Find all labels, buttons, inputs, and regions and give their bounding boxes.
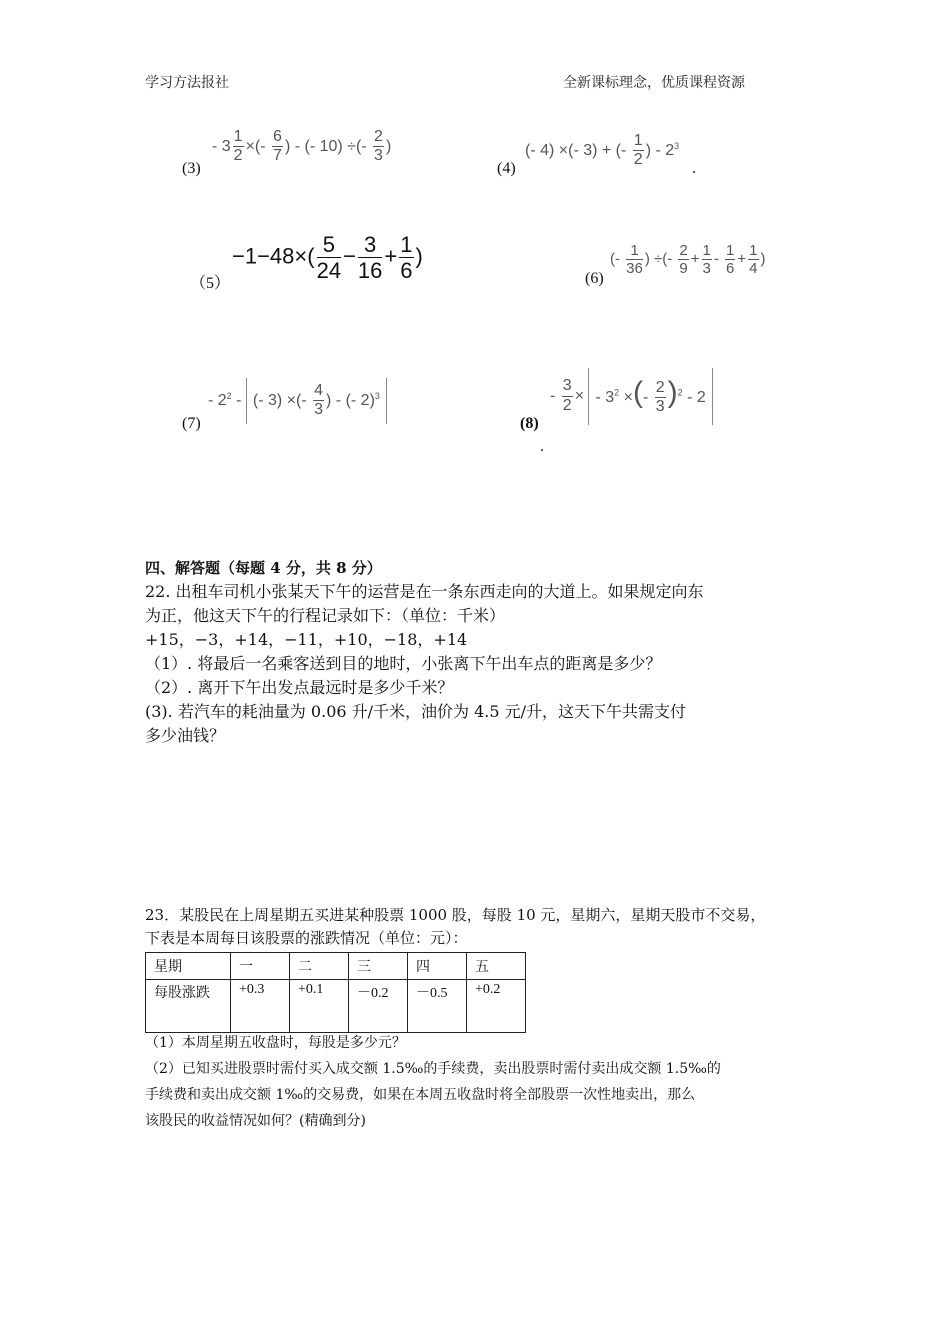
- table-header-cell: 二: [290, 953, 349, 980]
- table-header-row: [146, 953, 526, 980]
- table-row: [146, 980, 526, 1033]
- problem-7-expression: - $2^2$ - (- 3) ×(- $\frac{4}{3}$ ) - (- 2)$^3$: [208, 378, 387, 424]
- stock-table: [145, 952, 526, 1033]
- problem-8-expression: - $\frac{3}{2}$ × - $3^2$ ×(- $\frac{2}{3}$ )$^2$ - 2: [550, 368, 713, 425]
- table-header-cell: 星期: [146, 953, 231, 980]
- table-cell: －0.2: [349, 980, 408, 1033]
- q23-line2: 下表是本周每日该股票的涨跌情况（单位：元）：: [145, 929, 468, 947]
- section-title: 四、解答题（每题 4 分，共 8 分）: [145, 559, 382, 577]
- problem-7-label: (7): [182, 415, 201, 432]
- table-header-cell: 四: [408, 953, 467, 980]
- question-23-subs: [145, 1030, 825, 1134]
- question-22: [145, 580, 825, 748]
- table-cell: －0.5: [408, 980, 467, 1033]
- problem-4-expression: (- 4) ×(- 3) + (- $\frac{1}{2}$ ) - $2^3$: [525, 132, 680, 169]
- q23-sub1: （1）本周星期五收盘时，每股是多少元？: [145, 1035, 406, 1051]
- q22-sub1: （1）. 将最后一名乘客送到目的地时，小张离下午出车点的距离是多少？: [145, 654, 662, 673]
- problem-5-label: （5）: [190, 275, 231, 292]
- table-cell: +0.2: [467, 980, 526, 1033]
- q22-sub3b: 多少油钱？: [145, 726, 226, 745]
- problem-3-expression: - 3 $\frac{1}{2}$ ×(- $\frac{6}{7}$ ) - (- 10) ÷(- $\frac{2}{3}$ ): [212, 128, 392, 165]
- problem-6-label: (6): [585, 270, 604, 287]
- table-header-cell: 一: [231, 953, 290, 980]
- problem-8-dot: .: [540, 438, 544, 455]
- header-left: 学习方法报社: [145, 75, 229, 91]
- table-header-cell: 五: [467, 953, 526, 980]
- problem-3-label: (3): [182, 160, 201, 177]
- problem-6-expression: (- $\frac{1}{36}$ ) ÷(- $\frac{2}{9}$ + $\frac{1}{3}$ - $\frac{1}{6}$ + $\frac{1}{4}$ ): [610, 242, 766, 278]
- q23-sub2a: （2）已知买进股票时需付买入成交额 1.5‰的手续费，卖出股票时需付卖出成交额 1.5‰的: [145, 1061, 721, 1077]
- q23-line1: 23．某股民在上周星期五买进某种股票 1000 股，每股 10 元，星期六，星期天股市不交易，: [145, 906, 766, 924]
- q22-sub2: （2）. 离开下午出发点最远时是多少千米？: [145, 678, 454, 697]
- problem-4-period: .: [692, 160, 696, 177]
- q22-line2: 为正，他这天下午的行程记录如下：（单位：千米）: [145, 606, 506, 625]
- table-header-cell: 三: [349, 953, 408, 980]
- table-cell: +0.1: [290, 980, 349, 1033]
- header-right: 全新课标理念，优质课程资源: [563, 75, 745, 91]
- problem-8-label: (8): [520, 415, 539, 432]
- q22-records: +15，−3，+14，−11，+10，−18，+14: [145, 630, 468, 649]
- problem-5-expression: −1−48×( $\frac{5}{24}$ − $\frac{3}{16}$ + $\frac{1}{6}$ ): [232, 232, 423, 284]
- problem-4-label: (4): [497, 160, 516, 177]
- question-23: [145, 902, 825, 948]
- q22-sub3a: (3). 若汽车的耗油量为 0.06 升/千米，油价为 4.5 元/升，这天下午共需支付: [145, 702, 687, 721]
- table-row-label: 每股涨跌: [146, 980, 231, 1033]
- q23-sub2b: 手续费和卖出成交额 1‰的交易费，如果在本周五收盘时将全部股票一次性地卖出，那么: [145, 1087, 696, 1103]
- q23-sub2c: 该股民的收益情况如何？(精确到分): [145, 1113, 366, 1129]
- table-cell: +0.3: [231, 980, 290, 1033]
- q22-line1: 22. 出租车司机小张某天下午的运营是在一条东西走向的大道上。如果规定向东: [145, 582, 704, 601]
